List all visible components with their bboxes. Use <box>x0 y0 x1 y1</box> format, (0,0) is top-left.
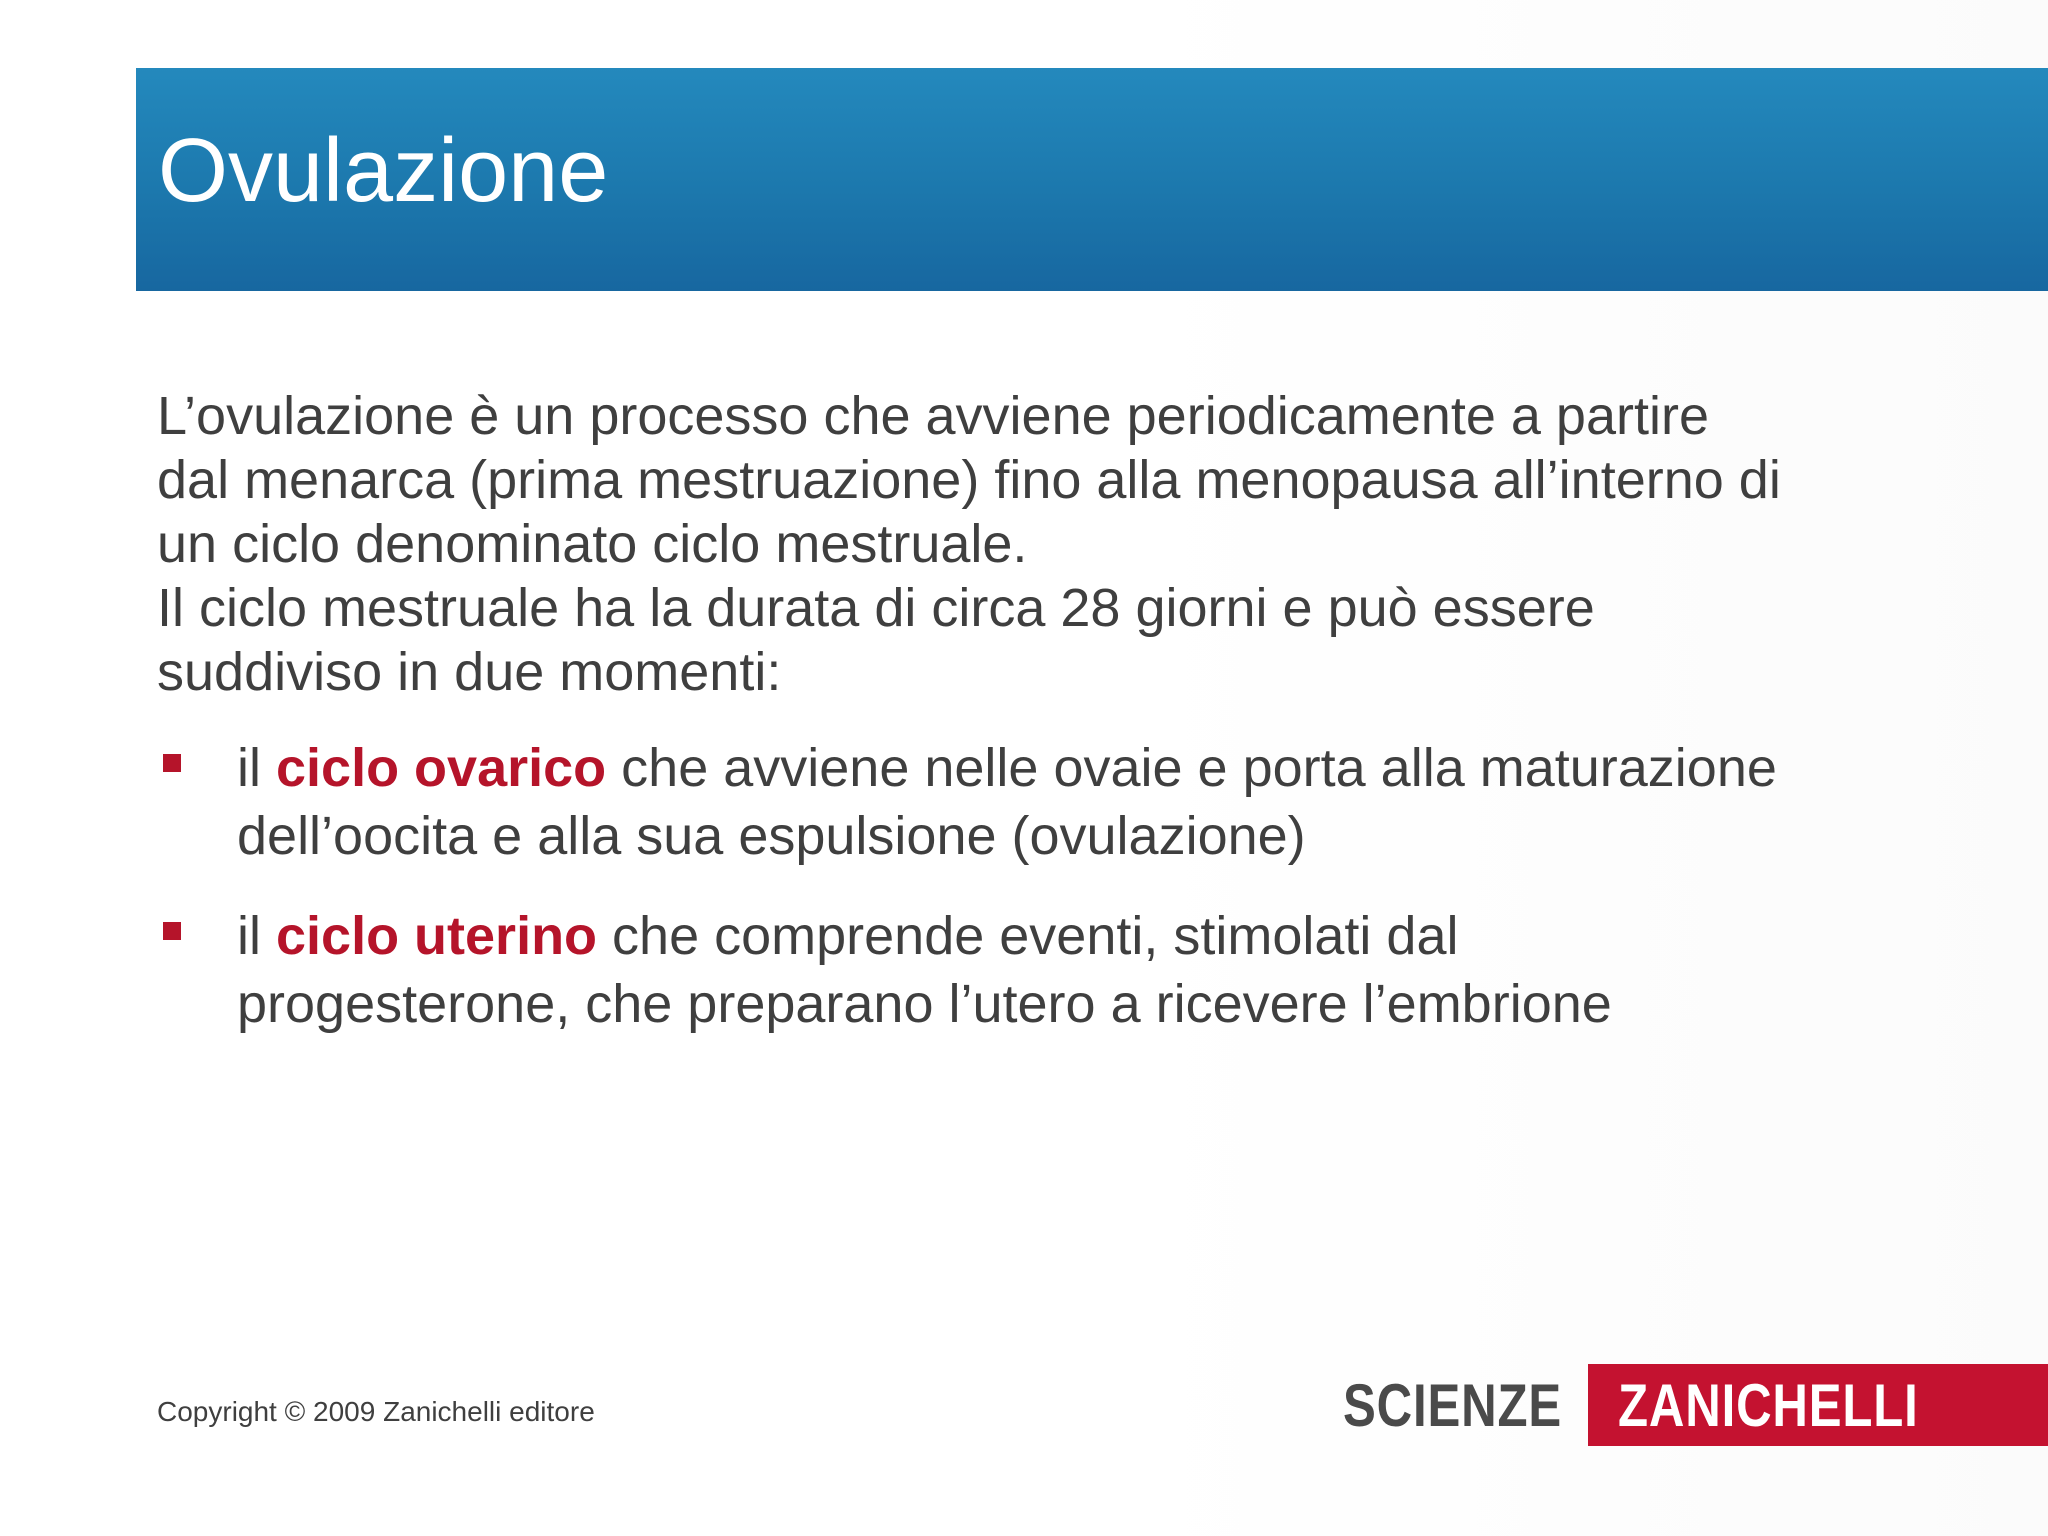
logo-zanichelli-block <box>1588 1364 2048 1446</box>
bullet-text-line2: dell’oocita e alla sua espulsione (ovulazione) <box>237 806 1306 866</box>
bullet-term: ciclo uterino <box>276 906 598 966</box>
paragraph-line: L’ovulazione è un processo che avviene periodicamente a partire <box>157 386 1709 446</box>
bullet-text: che avviene nelle ovaie e porta alla maturazione <box>606 738 1777 798</box>
slide-title: Ovulazione <box>158 121 609 221</box>
title-bar <box>136 68 2048 291</box>
bullet-prefix: il <box>237 738 276 798</box>
square-bullet-icon <box>163 754 181 772</box>
slide-body <box>157 384 1957 1070</box>
square-bullet-icon <box>163 922 181 940</box>
scienze-zanichelli-logo <box>1343 1364 2048 1446</box>
paragraph-line: suddiviso in due momenti: <box>157 642 782 702</box>
bullet-item-ovarian-cycle <box>157 734 1957 870</box>
bullet-list <box>157 734 1957 1038</box>
paragraph-line: un ciclo denominato ciclo mestruale. <box>157 514 1028 574</box>
bullet-term: ciclo ovarico <box>276 738 607 798</box>
bullet-item-uterine-cycle <box>157 902 1957 1038</box>
bullet-prefix: il <box>237 906 276 966</box>
logo-zanichelli-text: ZANICHELLI <box>1618 1371 1919 1439</box>
bullet-text-line2: progesterone, che preparano l’utero a ricevere l’embrione <box>237 974 1612 1034</box>
bullet-text: che comprende eventi, stimolati dal <box>597 906 1459 966</box>
paragraph-line: dal menarca (prima mestruazione) fino alla menopausa all’interno di <box>157 450 1781 510</box>
copyright-notice: Copyright © 2009 Zanichelli editore <box>157 1396 595 1427</box>
intro-paragraph <box>157 384 1957 704</box>
paragraph-line: Il ciclo mestruale ha la durata di circa 28 giorni e può essere <box>157 578 1595 638</box>
logo-scienze-text: SCIENZE <box>1343 1371 1562 1439</box>
